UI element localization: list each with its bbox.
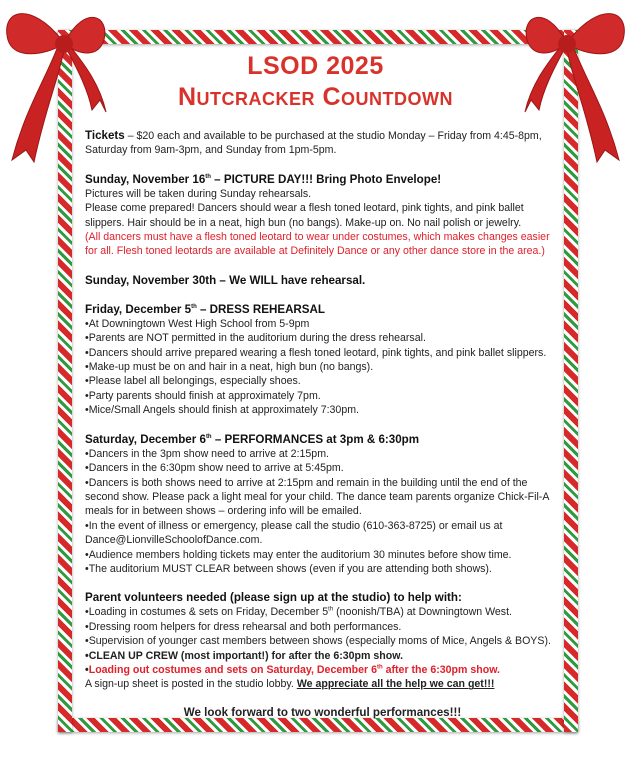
- list-item: •Party parents should finish at approximately 7pm.: [85, 389, 321, 402]
- dress-rehearsal-heading: Friday, December 5th – DRESS REHEARSAL: [85, 302, 325, 316]
- title-line-1: LSOD 2025: [247, 52, 384, 80]
- tickets-text: – $20 each and available to be purchased at the studio Monday – Friday from 4:45-8pm, Saturday from 9am-3pm, and Sunday from 1pm-5pm.: [85, 130, 542, 157]
- list-item: •The auditorium MUST CLEAR between shows (even if you are attending both shows).: [85, 562, 492, 575]
- list-item: •Dancers should arrive prepared wearing a flesh toned leotard, pink tights, and pink ballet slippers.: [85, 346, 547, 359]
- closing-line: We look forward to two wonderful performances!!!: [183, 705, 462, 719]
- list-item: •At Downingtown West High School from 5-9pm: [85, 317, 310, 330]
- list-item: •Loading out costumes and sets on Saturday, December 6th after the 6:30pm show.: [85, 663, 500, 676]
- list-item: •Dressing room helpers for dress rehearsal and both performances.: [85, 620, 402, 633]
- list-item: •Dancers in the 6:30pm show need to arrive at 5:45pm.: [85, 462, 344, 475]
- performances-heading: Saturday, December 6th – PERFORMANCES at 3pm & 6:30pm: [85, 432, 420, 446]
- list-item: •Audience members holding tickets may enter the auditorium 30 minutes before show time.: [85, 548, 512, 561]
- title-line-2: Nutcracker Countdown: [177, 83, 454, 111]
- signup-note: A sign-up sheet is posted in the studio lobby. We appreciate all the help we can get!!!: [85, 678, 495, 691]
- tickets-info: [85, 128, 560, 158]
- list-item: •Dancers in the 3pm show need to arrive at 2:15pm.: [85, 447, 329, 460]
- list-item: •Supervision of younger cast members between shows (especially moms of Mice, Angels & BOYS).: [85, 635, 551, 648]
- list-item: •In the event of illness or emergency, please call the studio (610-363-8725) or email us at Dance@LionvilleSchoolofDance.com.: [85, 519, 503, 547]
- picture-day-line: Please come prepared! Dancers should wear a flesh toned leotard, pink tights, and pink ballet slippers. Hair should be in a neat, high bun (no bangs). Make-up on. No nail polish or jewelry.: [85, 202, 524, 229]
- list-item: •Please label all belongings, especially shoes.: [85, 375, 301, 388]
- list-item: •Dancers is both shows need to arrive at 2:15pm and remain in the building until the end of the second show. Please pack a light meal for your child. The dance team parents organize Chick-Fil-A meals for in between shows – ordering info will be emailed.: [85, 476, 549, 518]
- list-item: •CLEAN UP CREW (most important!) for after the 6:30pm show.: [85, 649, 404, 662]
- tickets-label: Tickets: [85, 129, 125, 142]
- leotard-note: (All dancers must have a flesh toned leotard to wear under costumes, which makes changes easier for all. Flesh toned leotards are available at Definitely Dance or any other dance store in the area.): [85, 231, 550, 258]
- nov30-heading: Sunday, November 30th – We WILL have rehearsal.: [85, 273, 366, 287]
- border-top: [58, 30, 578, 44]
- appreciate-text: We appreciate all the help we can get!!!: [296, 678, 495, 691]
- picture-day-heading: Sunday, November 16th – PICTURE DAY!!! Bring Photo Envelope!: [85, 172, 442, 186]
- flyer-content: [85, 128, 560, 720]
- list-item: •Mice/Small Angels should finish at approximately 7:30pm.: [85, 404, 359, 417]
- list-item: •Make-up must be on and hair in a neat, high bun (no bangs).: [85, 361, 374, 374]
- volunteers-heading: Parent volunteers needed (please sign up at the studio) to help with:: [85, 591, 462, 605]
- picture-day-line: Pictures will be taken during Sunday rehearsals.: [85, 187, 312, 200]
- list-item: •Parents are NOT permitted in the auditorium during the dress rehearsal.: [85, 332, 426, 345]
- list-item: •Loading in costumes & sets on Friday, December 5th (noonish/TBA) at Downingtown West.: [85, 606, 512, 619]
